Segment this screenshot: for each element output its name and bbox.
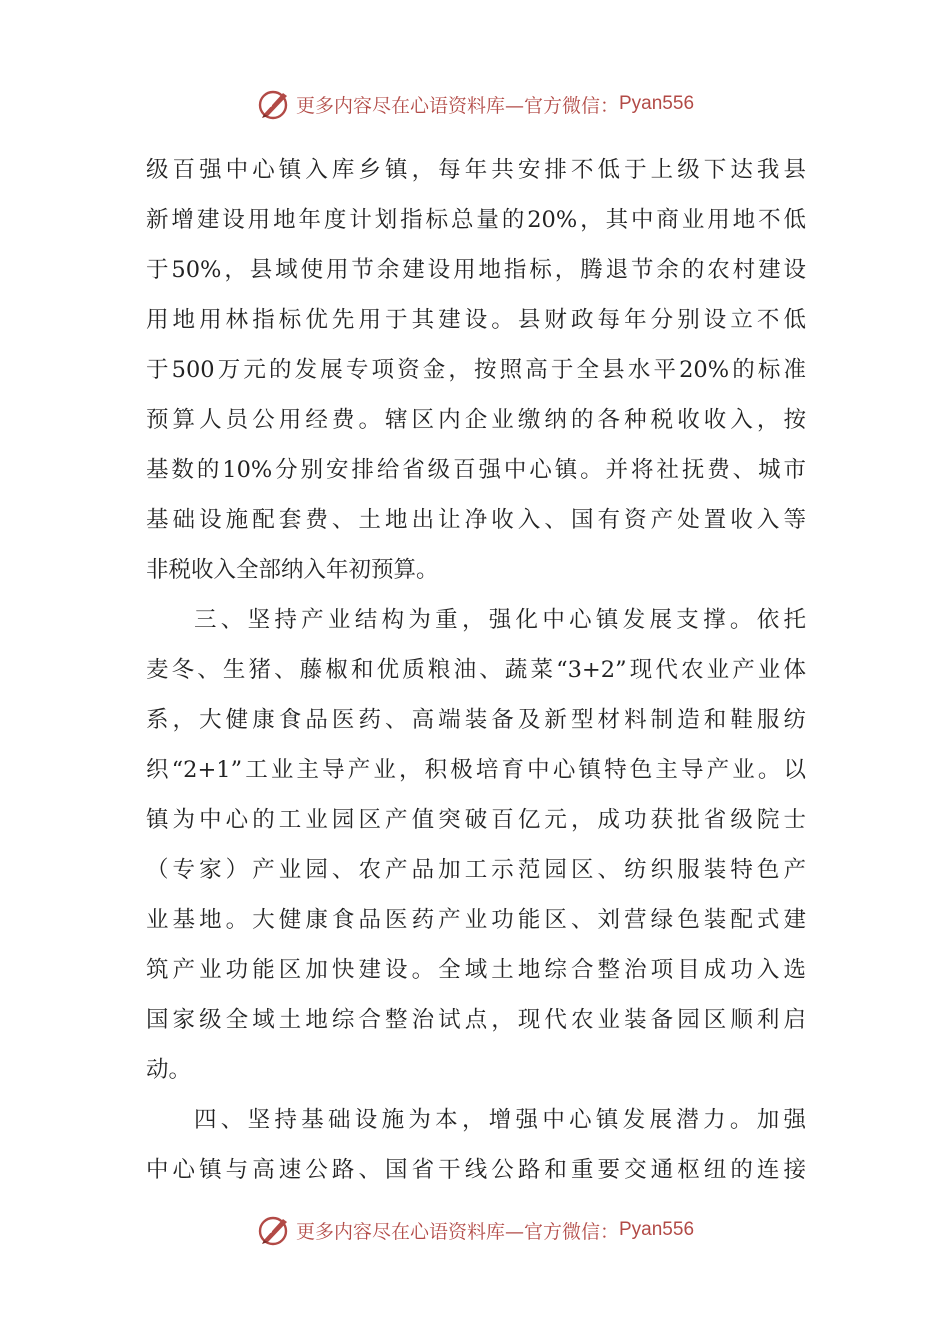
text-line: 用地用林指标优先用于其建设。县财政每年分别设立不低 — [146, 307, 806, 333]
text-line: 筑产业功能区加快建设。全域土地综合整治项目成功入选 — [146, 957, 806, 983]
watermark-handle: Pyan556 — [619, 1219, 695, 1240]
watermark-text: 更多内容尽在心语资料库—官方微信： — [295, 94, 619, 117]
text-line: 动。 — [146, 1057, 192, 1083]
text-line: 麦冬、生猪、藤椒和优质粮油、蔬菜“3+2”现代农业产业体 — [146, 657, 806, 683]
text-line: 级百强中心镇入库乡镇，每年共安排不低于上级下达我县 — [146, 157, 806, 183]
watermark-text: 更多内容尽在心语资料库—官方微信： — [295, 1220, 619, 1243]
pen-logo-icon — [256, 1212, 292, 1248]
header-watermark — [0, 82, 950, 126]
text-line: （专家）产业园、农产品加工示范园区、纺织服装特色产 — [146, 857, 806, 883]
text-line: 于500万元的发展专项资金，按照高于全县水平20%的标准 — [146, 357, 806, 383]
footer-watermark — [0, 1208, 950, 1252]
paragraph — [146, 1095, 806, 1195]
text-line: 于50%，县域使用节余建设用地指标，腾退节余的农村建设 — [146, 257, 806, 283]
text-line: 镇为中心的工业园区产值突破百亿元，成功获批省级院士 — [146, 807, 806, 833]
pen-logo-icon — [256, 86, 292, 122]
text-line: 系，大健康食品医药、高端装备及新型材料制造和鞋服纺 — [146, 707, 806, 733]
text-line: 基础设施配套费、土地出让净收入、国有资产处置收入等 — [146, 507, 806, 533]
text-line: 四、坚持基础设施为本，增强中心镇发展潜力。加强 — [194, 1107, 806, 1133]
text-line: 基数的10%分别安排给省级百强中心镇。并将社抚费、城市 — [146, 457, 806, 483]
document-body — [146, 145, 806, 1195]
paragraph — [146, 145, 806, 595]
text-line: 中心镇与高速公路、国省干线公路和重要交通枢纽的连接 — [146, 1157, 806, 1183]
paragraph — [146, 595, 806, 1095]
text-line: 三、坚持产业结构为重，强化中心镇发展支撑。依托 — [194, 607, 806, 633]
watermark-handle: Pyan556 — [619, 93, 695, 114]
text-line: 新增建设用地年度计划指标总量的20%，其中商业用地不低 — [146, 207, 806, 233]
text-line: 预算人员公用经费。辖区内企业缴纳的各种税收收入，按 — [146, 407, 806, 433]
text-line: 国家级全域土地综合整治试点，现代农业装备园区顺利启 — [146, 1007, 806, 1033]
text-line: 非税收入全部纳入年初预算。 — [146, 557, 439, 583]
text-line: 织“2+1”工业主导产业，积极培育中心镇特色主导产业。以 — [146, 757, 806, 783]
text-line: 业基地。大健康食品医药产业功能区、刘营绿色装配式建 — [146, 907, 806, 933]
